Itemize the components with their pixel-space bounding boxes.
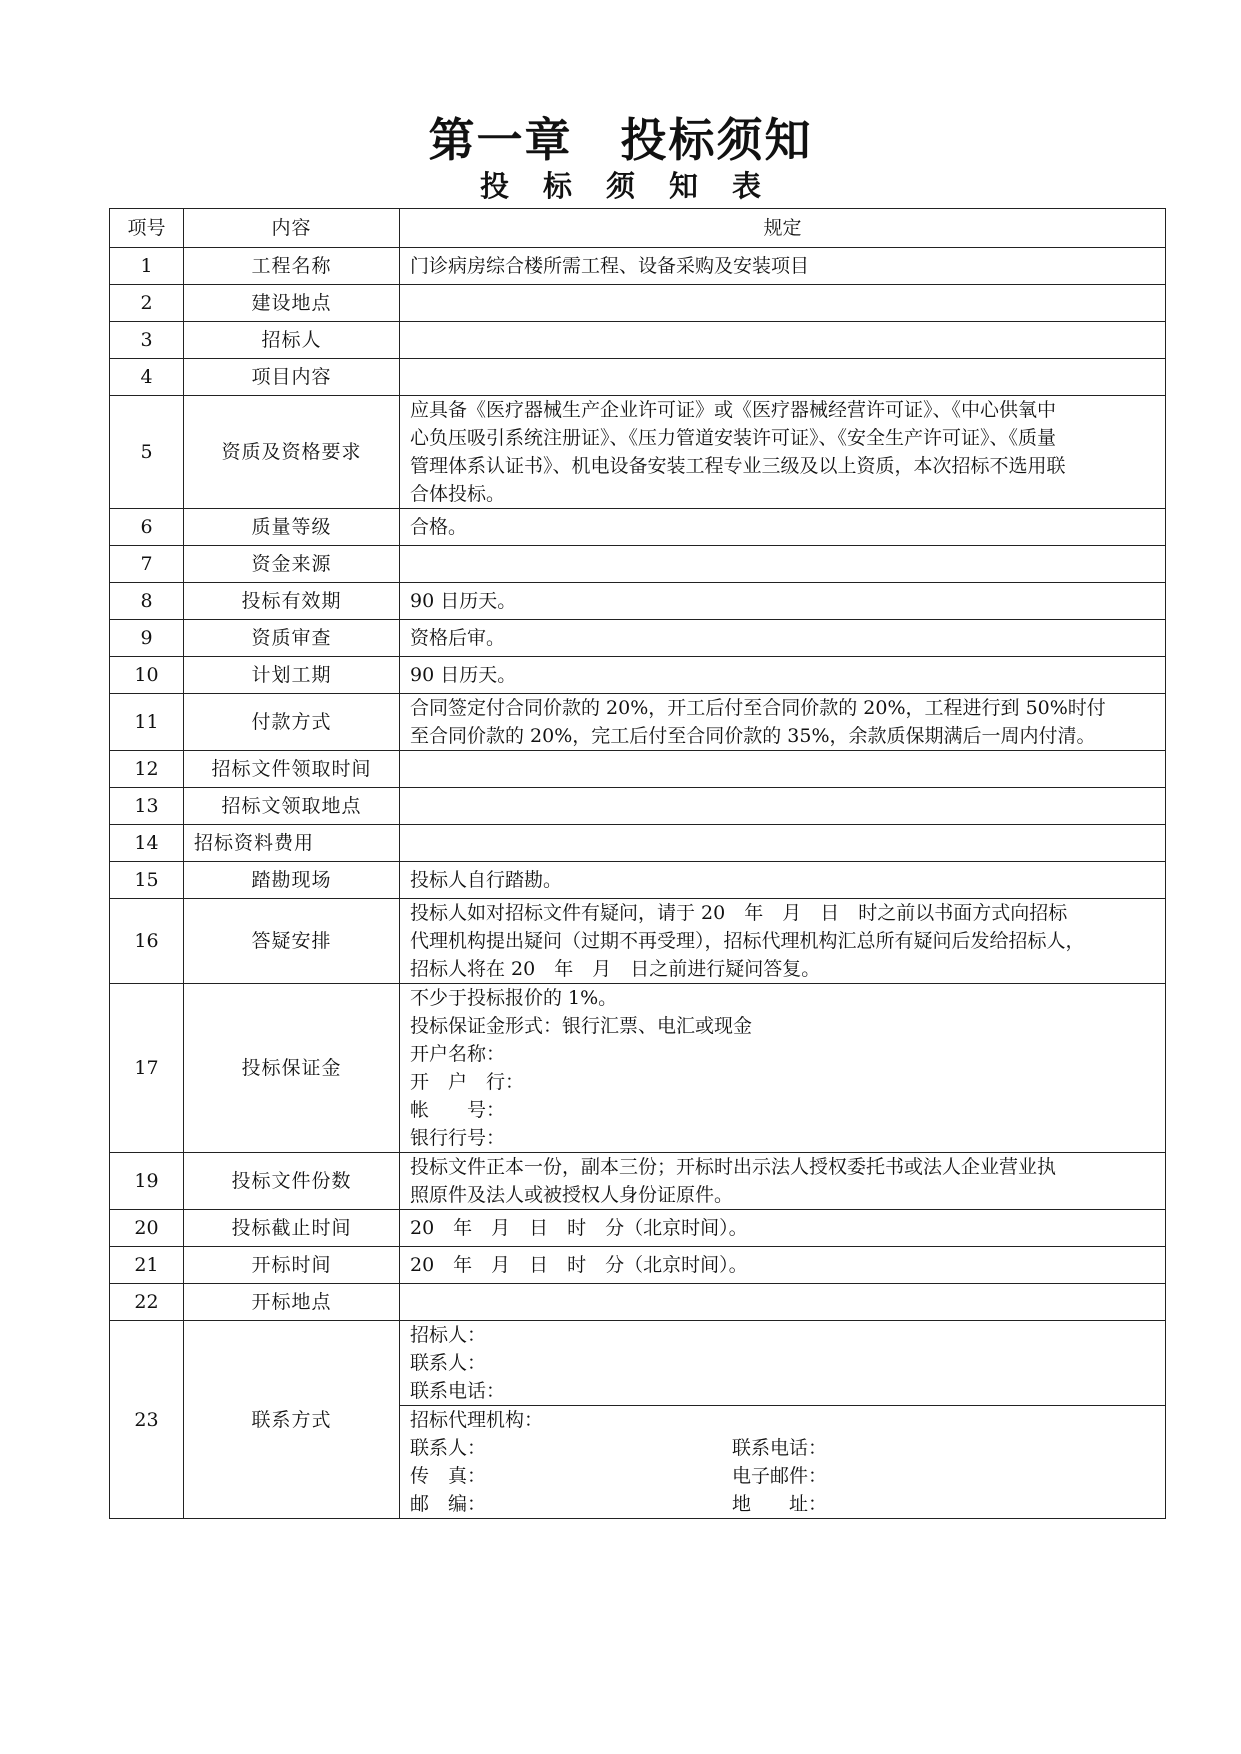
row-rule bbox=[400, 1153, 1166, 1210]
header-item-no: 项号 bbox=[110, 209, 184, 248]
agency-line bbox=[410, 1434, 1155, 1462]
row-rule bbox=[400, 359, 1166, 396]
table-row bbox=[110, 546, 1166, 583]
rule-line: 20 年 月 日 时 分（北京时间）。 bbox=[410, 1254, 748, 1276]
table-row bbox=[110, 583, 1166, 620]
table-row bbox=[110, 899, 1166, 984]
rule-line: 资格后审。 bbox=[410, 627, 506, 649]
row-rule bbox=[400, 620, 1166, 657]
row-rule bbox=[400, 657, 1166, 694]
row-number: 16 bbox=[110, 899, 184, 984]
rule-line: 合体投标。 bbox=[410, 483, 506, 505]
rule-line: 银行行号： bbox=[410, 1127, 506, 1149]
rule-line: 至合同价款的 20%，完工后付至合同价款的 35%，余款质保期满后一周内付清。 bbox=[410, 725, 1096, 747]
row-number: 21 bbox=[110, 1247, 184, 1284]
row-item-label: 联系方式 bbox=[184, 1321, 400, 1519]
rule-line: 门诊病房综合楼所需工程、设备采购及安装项目 bbox=[410, 255, 810, 277]
row-number: 2 bbox=[110, 285, 184, 322]
header-rule: 规定 bbox=[400, 209, 1166, 248]
rule-line: 投标人自行踏勘。 bbox=[410, 869, 563, 891]
rule-line: 投标保证金形式：银行汇票、电汇或现金 bbox=[410, 1015, 753, 1037]
row-number: 19 bbox=[110, 1153, 184, 1210]
table-row bbox=[110, 1247, 1166, 1284]
rule-line: 应具备《医疗器械生产企业许可证》或《医疗器械经营许可证》、《中心供氧中 bbox=[410, 399, 1057, 421]
row-number: 4 bbox=[110, 359, 184, 396]
row-item-label: 招标文领取地点 bbox=[184, 788, 400, 825]
row-number: 6 bbox=[110, 509, 184, 546]
table-row bbox=[110, 322, 1166, 359]
row-item-label: 答疑安排 bbox=[184, 899, 400, 984]
row-number: 3 bbox=[110, 322, 184, 359]
table-row bbox=[110, 248, 1166, 285]
rule-line: 20 年 月 日 时 分（北京时间）。 bbox=[410, 1217, 748, 1239]
rule-line: 照原件及法人或被授权人身份证原件。 bbox=[410, 1184, 734, 1206]
rule-line: 合格。 bbox=[410, 516, 468, 538]
row-item-label: 踏勘现场 bbox=[184, 862, 400, 899]
row-number: 8 bbox=[110, 583, 184, 620]
row-number: 1 bbox=[110, 248, 184, 285]
row-rule bbox=[400, 285, 1166, 322]
row-rule bbox=[400, 694, 1166, 751]
table-row bbox=[110, 620, 1166, 657]
rule-line: 合同签定付合同价款的 20%，开工后付至合同价款的 20%，工程进行到 50%时付 bbox=[410, 697, 1106, 719]
rule-line: 90 日历天。 bbox=[410, 664, 517, 686]
rule-line: 投标文件正本一份，副本三份；开标时出示法人授权委托书或法人企业营业执 bbox=[410, 1156, 1057, 1178]
row-rule bbox=[400, 509, 1166, 546]
row-rule bbox=[400, 788, 1166, 825]
table-row-contact bbox=[110, 1321, 1166, 1519]
row-item-label: 开标时间 bbox=[184, 1247, 400, 1284]
tenderer-contact bbox=[410, 1321, 1155, 1405]
row-number: 10 bbox=[110, 657, 184, 694]
row-number: 11 bbox=[110, 694, 184, 751]
row-item-label: 计划工期 bbox=[184, 657, 400, 694]
row-number: 14 bbox=[110, 825, 184, 862]
row-item-label: 资金来源 bbox=[184, 546, 400, 583]
rule-line: 代理机构提出疑问（过期不再受理），招标代理机构汇总所有疑问后发给招标人， bbox=[410, 930, 1085, 952]
row-number: 12 bbox=[110, 751, 184, 788]
row-item-label: 建设地点 bbox=[184, 285, 400, 322]
table-row bbox=[110, 396, 1166, 509]
row-rule bbox=[400, 984, 1166, 1153]
contact-line: 招标人： bbox=[410, 1324, 487, 1346]
table-row bbox=[110, 509, 1166, 546]
row-item-label: 投标截止时间 bbox=[184, 1210, 400, 1247]
row-item-label: 工程名称 bbox=[184, 248, 400, 285]
table-row bbox=[110, 285, 1166, 322]
row-number: 5 bbox=[110, 396, 184, 509]
table-row bbox=[110, 1153, 1166, 1210]
row-rule bbox=[400, 899, 1166, 984]
table-row bbox=[110, 825, 1166, 862]
rule-line: 心负压吸引系统注册证》、《压力管道安装许可证》、《安全生产许可证》、《质量 bbox=[410, 427, 1057, 449]
row-item-label: 质量等级 bbox=[184, 509, 400, 546]
row-item-label: 开标地点 bbox=[184, 1284, 400, 1321]
header-content: 内容 bbox=[184, 209, 400, 248]
table-row bbox=[110, 1210, 1166, 1247]
contact-line: 联系电话： bbox=[410, 1380, 506, 1402]
row-rule bbox=[400, 248, 1166, 285]
row-number: 13 bbox=[110, 788, 184, 825]
row-rule bbox=[400, 583, 1166, 620]
table-row bbox=[110, 984, 1166, 1153]
agency-left-field: 传 真： bbox=[410, 1465, 487, 1487]
row-number: 17 bbox=[110, 984, 184, 1153]
agency-line bbox=[410, 1490, 1155, 1518]
agency-left-field: 联系人： bbox=[410, 1437, 487, 1459]
contact-line: 联系人： bbox=[410, 1352, 487, 1374]
row-item-label: 投标文件份数 bbox=[184, 1153, 400, 1210]
row-number: 23 bbox=[110, 1321, 184, 1519]
agency-right-field: 电子邮件： bbox=[732, 1465, 828, 1487]
row-rule bbox=[400, 1284, 1166, 1321]
row-item-label: 招标资料费用 bbox=[184, 825, 400, 862]
row-rule bbox=[400, 751, 1166, 788]
agency-right-field: 联系电话： bbox=[732, 1437, 828, 1459]
rule-line: 投标人如对招标文件有疑问，请于 20 年 月 日 时之前以书面方式向招标 bbox=[410, 902, 1068, 924]
row-number: 15 bbox=[110, 862, 184, 899]
agency-line bbox=[410, 1462, 1155, 1490]
row-item-label: 资质及资格要求 bbox=[184, 396, 400, 509]
row-item-label: 项目内容 bbox=[184, 359, 400, 396]
rule-line: 开 户 行： bbox=[410, 1071, 525, 1093]
row-number: 7 bbox=[110, 546, 184, 583]
row-item-label: 付款方式 bbox=[184, 694, 400, 751]
rule-line: 开户名称： bbox=[410, 1043, 506, 1065]
table-row bbox=[110, 788, 1166, 825]
row-item-label: 招标人 bbox=[184, 322, 400, 359]
row-item-label: 投标保证金 bbox=[184, 984, 400, 1153]
row-rule bbox=[400, 1247, 1166, 1284]
agency-left-field: 邮 编： bbox=[410, 1493, 487, 1515]
row-rule bbox=[400, 396, 1166, 509]
rule-line: 帐 号： bbox=[410, 1099, 506, 1121]
page-subtitle: 投标须知表 bbox=[479, 169, 795, 203]
rule-line: 管理体系认证书》、机电设备安装工程专业三级及以上资质，本次招标不选用联 bbox=[410, 455, 1066, 477]
row-rule bbox=[400, 862, 1166, 899]
agency-title: 招标代理机构： bbox=[410, 1409, 544, 1431]
table-row bbox=[110, 359, 1166, 396]
page-title: 第一章 投标须知 bbox=[428, 113, 813, 167]
table-row bbox=[110, 657, 1166, 694]
row-number: 9 bbox=[110, 620, 184, 657]
row-item-label: 招标文件领取时间 bbox=[184, 751, 400, 788]
row-number: 20 bbox=[110, 1210, 184, 1247]
table-row bbox=[110, 862, 1166, 899]
agency-right-field: 地 址： bbox=[732, 1493, 828, 1515]
rule-line: 不少于投标报价的 1%。 bbox=[410, 987, 618, 1009]
rule-line: 招标人将在 20 年 月 日之前进行疑问答复。 bbox=[410, 958, 821, 980]
table-row bbox=[110, 694, 1166, 751]
row-item-label: 投标有效期 bbox=[184, 583, 400, 620]
agency-contact bbox=[400, 1405, 1165, 1518]
row-rule bbox=[400, 1210, 1166, 1247]
rule-line: 90 日历天。 bbox=[410, 590, 517, 612]
table-header-row bbox=[110, 209, 1166, 248]
contact-details bbox=[400, 1321, 1166, 1519]
table-row bbox=[110, 1284, 1166, 1321]
row-number: 22 bbox=[110, 1284, 184, 1321]
row-rule bbox=[400, 546, 1166, 583]
row-item-label: 资质审查 bbox=[184, 620, 400, 657]
bid-instructions-table bbox=[109, 208, 1166, 1519]
row-rule bbox=[400, 322, 1166, 359]
table-row bbox=[110, 751, 1166, 788]
row-rule bbox=[400, 825, 1166, 862]
